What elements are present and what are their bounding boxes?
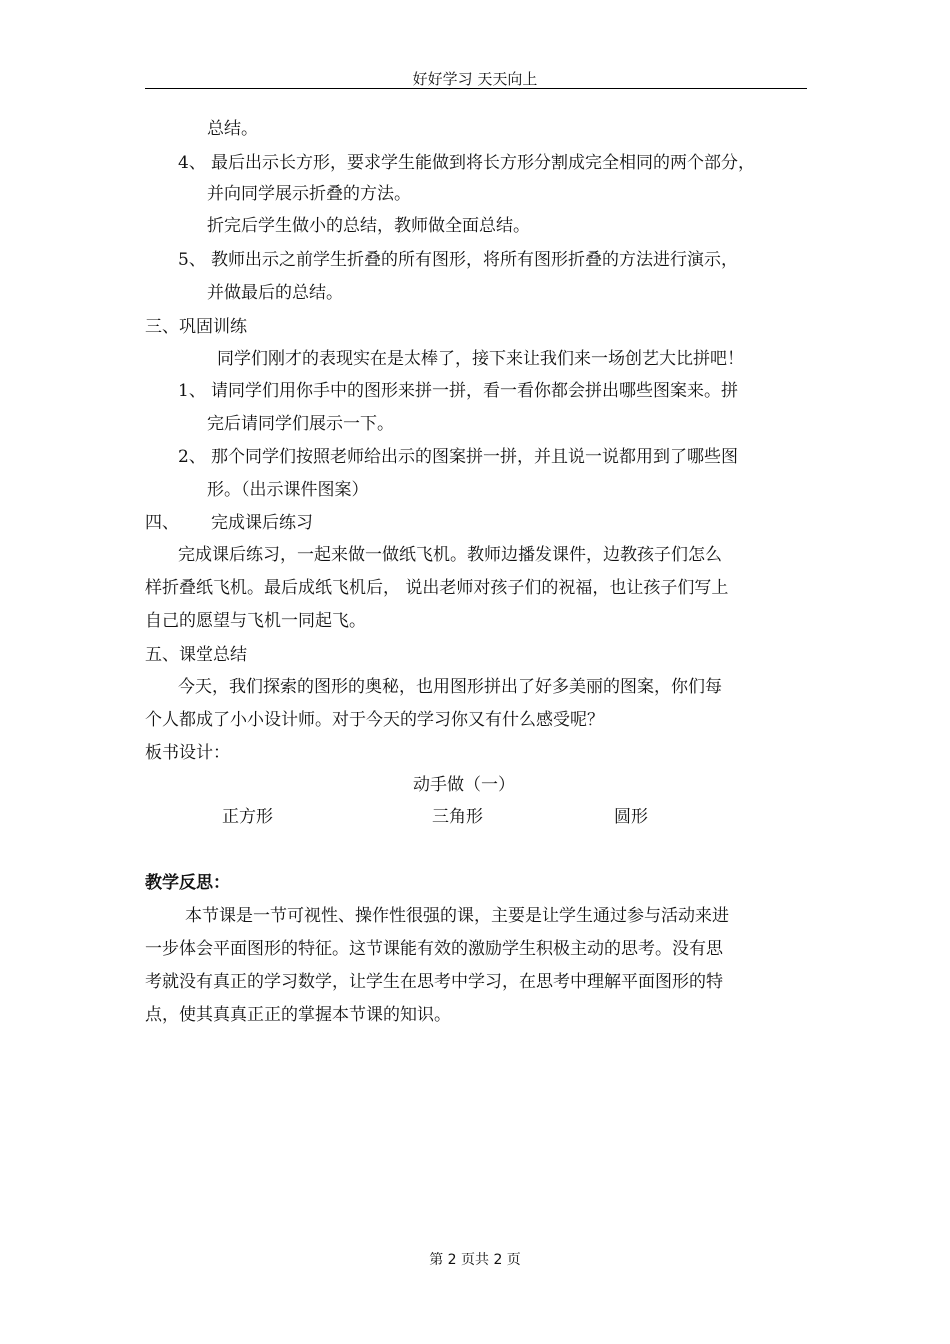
paragraph-line: 考就没有真正的学习数学，让学生在思考中学习，在思考中理解平面图形的特 (145, 972, 723, 992)
page-header: 好好学习 天天向上 (412, 70, 538, 88)
paragraph-line: 点，使其真真正正的掌握本节课的知识。 (145, 1005, 451, 1025)
list-item-cont: 完后请同学们展示一下。 (207, 414, 394, 434)
paragraph-line: 个人都成了小小设计师。对于今天的学习你又有什么感受呢？ (145, 710, 604, 730)
section-heading: 完成课后练习 (211, 513, 313, 533)
board-title: 动手做（一） (413, 775, 515, 795)
list-item-text: 最后出示长方形，要求学生能做到将长方形分割成完全相同的两个部分， (211, 153, 755, 173)
list-item-text: 那个同学们按照老师给出示的图案拼一拼，并且说一说都用到了哪些图 (211, 447, 738, 467)
list-item-cont: 形。（出示课件图案） (207, 480, 369, 500)
text-line: 折完后学生做小的总结，教师做全面总结。 (207, 216, 530, 236)
list-number: 5、 (178, 250, 206, 270)
list-number: 2、 (178, 447, 206, 467)
board-shape: 三角形 (432, 807, 483, 827)
paragraph-line: 本节课是一节可视性、操作性很强的课，主要是让学生通过参与活动来进 (185, 906, 729, 926)
section-number: 四、 (145, 513, 179, 533)
list-item-cont: 并向同学展示折叠的方法。 (207, 184, 411, 204)
list-number: 4、 (178, 153, 206, 173)
paragraph-line: 样折叠纸飞机。最后成纸飞机后， 说出老师对孩子们的祝福，也让孩子们写上 (145, 578, 729, 598)
list-item-text: 教师出示之前学生折叠的所有图形，将所有图形折叠的方法进行演示， (211, 250, 738, 270)
page-footer: 第 2 页共 2 页 (429, 1252, 521, 1268)
list-item-cont: 并做最后的总结。 (207, 283, 343, 303)
paragraph-line: 今天，我们探索的图形的奥秘，也用图形拼出了好多美丽的图案，你们每 (178, 677, 722, 697)
board-shape: 正方形 (222, 807, 273, 827)
list-number: 1、 (178, 381, 206, 401)
board-label: 板书设计： (145, 743, 230, 763)
text-line: 总结。 (207, 119, 258, 139)
paragraph-line: 自己的愿望与飞机一同起飞。 (145, 611, 366, 631)
section-heading: 五、课堂总结 (145, 645, 247, 665)
board-shape: 圆形 (614, 807, 648, 827)
paragraph-line: 完成课后练习，一起来做一做纸飞机。教师边播发课件，边教孩子们怎么 (178, 545, 722, 565)
paragraph-line: 一步体会平面图形的特征。这节课能有效的激励学生积极主动的思考。没有思 (145, 939, 723, 959)
list-item-text: 请同学们用你手中的图形来拼一拼，看一看你都会拼出哪些图案来。拼 (211, 381, 738, 401)
reflection-heading: 教学反思： (145, 873, 230, 893)
section-heading: 三、巩固训练 (145, 317, 247, 337)
header-rule (145, 88, 807, 89)
paragraph-line: 同学们刚才的表现实在是太棒了，接下来让我们来一场创艺大比拼吧！ (217, 349, 744, 369)
